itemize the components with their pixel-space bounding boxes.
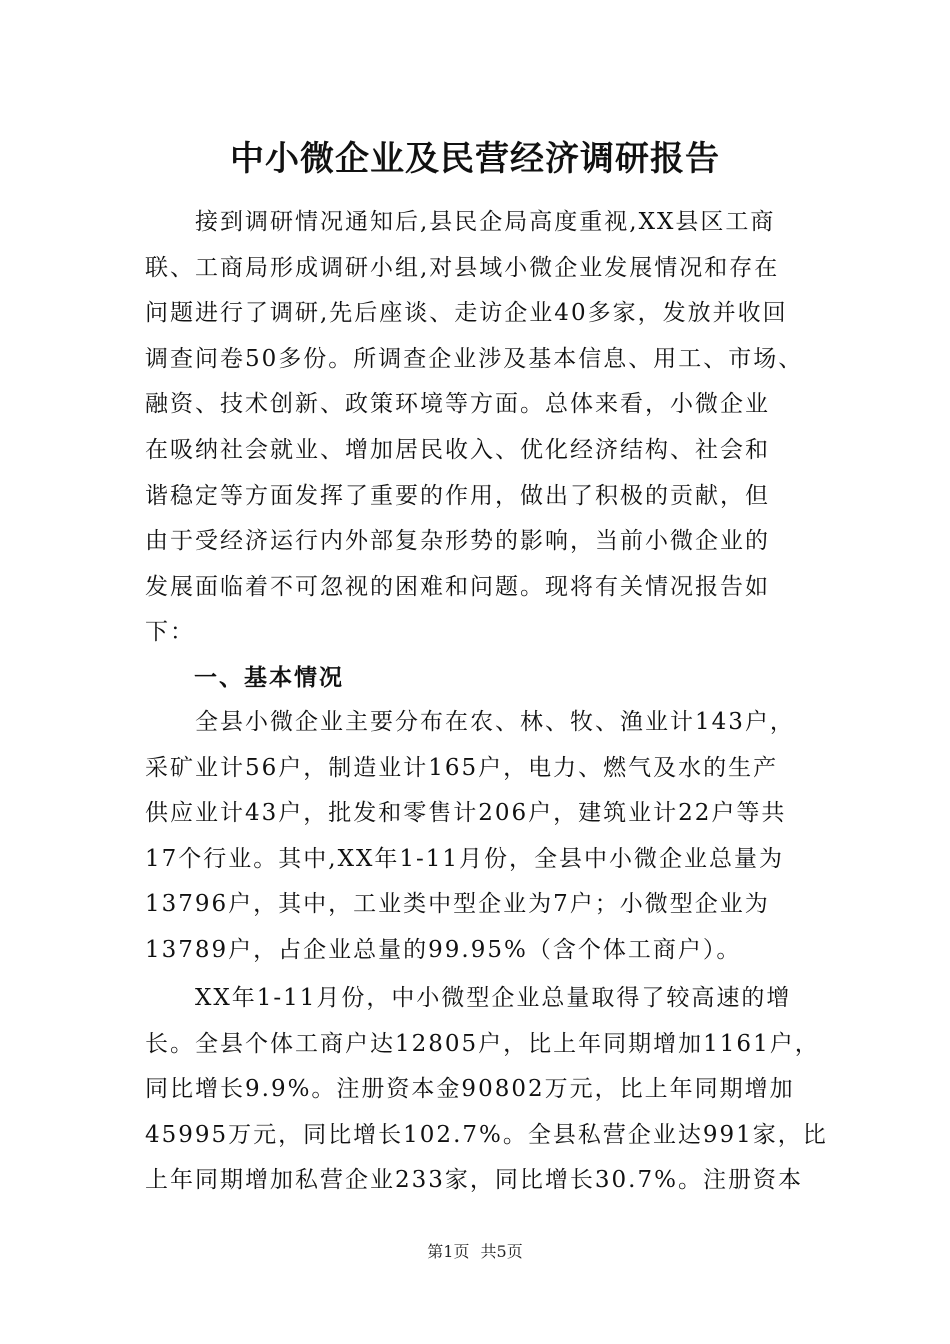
text-line: 问题进行了调研,先后座谈、走访企业40多家，发放并收回 <box>145 300 788 327</box>
text-line: 采矿业计56户，制造业计165户，电力、燃气及水的生产 <box>145 754 779 781</box>
text-line: 13796户，其中，工业类中型企业为7户；小微型企业为 <box>145 891 770 918</box>
text-line: 调查问卷50多份。所调查企业涉及基本信息、用工、市场、 <box>145 345 804 372</box>
text-line: 长。全县个体工商户达12805户，比上年同期增加1161户， <box>145 1030 820 1057</box>
section-heading: 一、基本情况 <box>194 665 344 691</box>
text-line: 13789户，占企业总量的99.95%（含个体工商户）。 <box>145 936 742 963</box>
text-line: 联、工商局形成调研小组,对县域小微企业发展情况和存在 <box>145 254 780 281</box>
paragraph-basic-info <box>145 700 805 974</box>
page-total: 共5页 <box>480 1242 523 1261</box>
text-line: 在吸纳社会就业、增加居民收入、优化经济结构、社会和 <box>145 436 770 463</box>
text-line: 全县小微企业主要分布在农、林、牧、渔业计143户， <box>145 709 795 735</box>
text-line: 由于受经济运行内外部复杂形势的影响，当前小微企业的 <box>145 528 770 555</box>
text-line: 下： <box>145 619 195 646</box>
text-line: 发展面临着不可忽视的困难和问题。现将有关情况报告如 <box>145 573 770 600</box>
text-line: 谐稳定等方面发挥了重要的作用，做出了积极的贡献，但 <box>145 482 770 509</box>
text-line: 17个行业。其中,XX年1-11月份，全县中小微企业总量为 <box>145 845 784 872</box>
text-line: XX年1-11月份，中小微型企业总量取得了较高速的增 <box>145 985 792 1011</box>
text-line: 45995万元，同比增长102.7%。全县私营企业达991家，比 <box>145 1121 828 1148</box>
document-title: 中小微企业及民营经济调研报告 <box>230 139 720 179</box>
text-line: 融资、技术创新、政策环境等方面。总体来看，小微企业 <box>145 391 770 418</box>
paragraph-growth <box>145 976 828 1204</box>
text-line: 供应业计43户，批发和零售计206户，建筑业计22户等共 <box>145 800 787 827</box>
page-number: 第1页 <box>427 1242 470 1261</box>
paragraph-intro <box>145 200 805 656</box>
text-line: 上年同期增加私营企业233家，同比增长30.7%。注册资本 <box>145 1167 803 1194</box>
text-line: 接到调研情况通知后,县民企局高度重视,XX县区工商 <box>145 209 776 235</box>
page-footer <box>0 1240 950 1264</box>
text-line: 同比增长9.9%。注册资本金90802万元，比上年同期增加 <box>145 1076 795 1103</box>
